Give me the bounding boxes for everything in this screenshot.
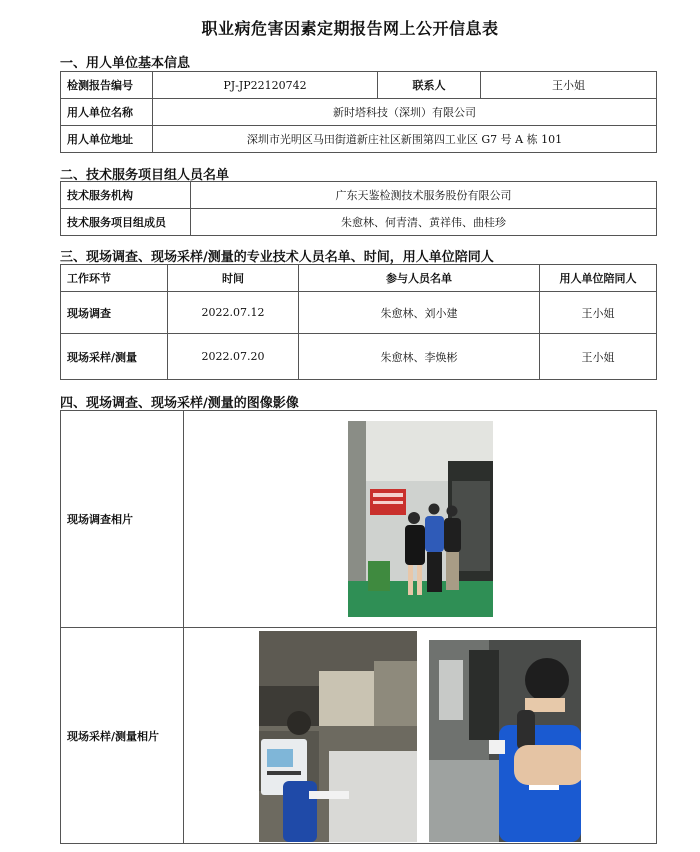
table-row xyxy=(61,292,657,334)
row1-escort: 王小姐 xyxy=(540,292,657,334)
header-date: 时间 xyxy=(168,265,299,292)
sampling-photo-cell xyxy=(184,628,657,844)
section1-heading: 一、用人单位基本信息 xyxy=(60,56,191,71)
address-label: 用人单位地址 xyxy=(61,126,153,153)
org-value: 广东天鉴检测技术服务股份有限公司 xyxy=(191,182,657,209)
company-value: 新时塔科技（深圳）有限公司 xyxy=(153,99,657,126)
address-value: 深圳市光明区马田街道新庄社区新围第四工业区 G7 号 A 栋 101 xyxy=(153,126,657,153)
org-label: 技术服务机构 xyxy=(61,182,191,209)
basic-info-table xyxy=(60,71,657,153)
section3-heading: 三、现场调查、现场采样/测量的专业技术人员名单、时间，用人单位陪同人 xyxy=(60,250,494,265)
table-row xyxy=(61,334,657,380)
header-stage: 工作环节 xyxy=(61,265,168,292)
survey-photo-label: 现场调查相片 xyxy=(61,411,184,628)
row1-date: 2022.07.12 xyxy=(168,292,299,334)
row2-people: 朱愈林、李焕彬 xyxy=(299,334,540,380)
row2-date: 2022.07.20 xyxy=(168,334,299,380)
members-label: 技术服务项目组成员 xyxy=(61,209,191,236)
report-no-label: 检测报告编号 xyxy=(61,72,153,99)
row2-stage: 现场采样/测量 xyxy=(61,334,168,380)
survey-photo xyxy=(348,421,493,617)
sampling-photo-1 xyxy=(259,631,417,842)
sampling-photo-2 xyxy=(429,640,581,842)
team-table xyxy=(60,181,657,236)
members-value: 朱愈林、何青清、黄祥伟、曲桂珍 xyxy=(191,209,657,236)
row1-stage: 现场调查 xyxy=(61,292,168,334)
company-label: 用人单位名称 xyxy=(61,99,153,126)
section2-heading: 二、技术服务项目组人员名单 xyxy=(60,168,230,183)
sampling-photo-label: 现场采样/测量相片 xyxy=(61,628,184,844)
staff-time-table xyxy=(60,264,657,380)
row1-people: 朱愈林、刘小建 xyxy=(299,292,540,334)
report-no-value: PJ-JP22120742 xyxy=(153,72,378,99)
header-people: 参与人员名单 xyxy=(299,265,540,292)
row2-escort: 王小姐 xyxy=(540,334,657,380)
section4-heading: 四、现场调查、现场采样/测量的图像影像 xyxy=(60,396,299,411)
page-title: 职业病危害因素定期报告网上公开信息表 xyxy=(201,19,499,38)
contact-label: 联系人 xyxy=(378,72,481,99)
header-escort: 用人单位陪同人 xyxy=(540,265,657,292)
contact-value: 王小姐 xyxy=(481,72,657,99)
